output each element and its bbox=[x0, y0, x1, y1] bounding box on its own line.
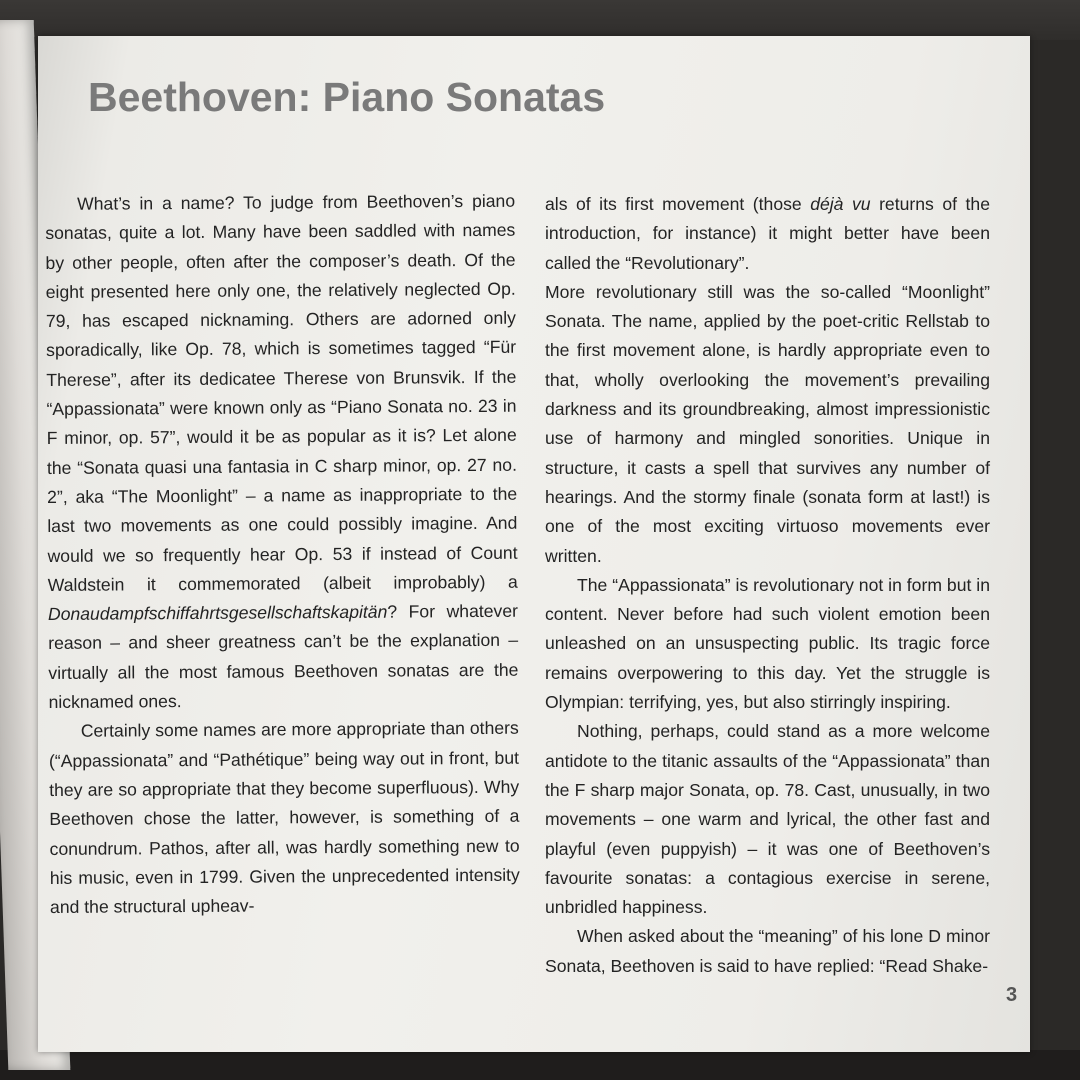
italic-phrase: déjà vu bbox=[810, 194, 871, 214]
background-bottom bbox=[0, 1050, 1080, 1080]
right-paragraph-1: als of its first movement (those déjà vu returns of the introduction, for instance) it might better have been called the “Revolutionary”. bbox=[545, 194, 990, 273]
italic-word: Donaudampfschiffahrtsgesellschaftskapitän bbox=[47, 601, 388, 625]
right-text-column bbox=[545, 190, 990, 981]
right-paragraph-4: Nothing, perhaps, could stand as a more welcome antidote to the titanic assaults of the “Appassionata” than the F sharp major Sonata, op. 78. Cast, unusually, in two movements – one warm and lyrical, the other fast and playful (even puppyish) – it was one of Beethoven’s favourite sonatas: a contagious exercise in serene, unbridled happiness. bbox=[545, 721, 990, 918]
left-text-column bbox=[45, 187, 520, 923]
right-paragraph-5: When asked about the “meaning” of his lone D minor Sonata, Beethoven is said to have replied: “Read Shake- bbox=[545, 926, 990, 976]
page-number: 3 bbox=[1006, 984, 1018, 1006]
right-paragraph-3: The “Appassionata” is revolutionary not in form but in content. Never before had such violent emotion been unleashed on an unsuspecting public. Its tragic force remains overpowering to this day. Yet the struggle is Olympian: terrifying, yes, but also stirringly inspiring. bbox=[545, 574, 990, 713]
left-paragraph-1: What’s in a name? To judge from Beethoven’s piano sonatas, quite a lot. Many have been saddled with names by other people, often after the composer’s death. Of the eight presented here only one, the relatively neglected Op. 79, has escaped nicknaming. Others are adorned only sporadically, like Op. 78, which is sometimes tagged “Für Therese”, after its dedicatee Therese von Brunsvik. If the “Appassionata” were known only as “Piano Sonata no. 23 in F minor, op. 57”, would it be as popular as it is? Let alone the “Sonata quasi una fantasia in C sharp minor, op. 27 no. 2”, aka “The Moonlight” – a name as inappropriate to the last two movements as one could possibly imagine. And would we so frequently hear Op. 53 if instead of Count Waldstein it commemorated (albeit improbably) a Donaudampfschiffahrtsgesellschaftskapitän? For whatever reason – and sheer greatness can’t be the explanation – virtually all the most famous Beethoven sonatas are the nicknamed ones. bbox=[45, 190, 519, 713]
left-paragraph-2: Certainly some names are more appropriate than others (“Appassionata” and “Pathétique” being way out in front, but they are so appropriate that they become superfluous). Why Beethoven chose the latter, however, is something of a conundrum. Pathos, after all, was hardly something new to his music, even in 1799. Given the unprecedented intensity and the structural upheav- bbox=[48, 718, 520, 918]
background-top bbox=[0, 0, 1080, 40]
right-paragraph-2: More revolutionary still was the so-called “Moonlight” Sonata. The name, applied by the poet-critic Rellstab to the first movement alone, is hardly appropriate even to that, wholly overlooking the movement’s prevailing darkness and its groundbreaking, almost impressionistic use of harmony and mingled sonorities. Unique in structure, it casts a spell that survives any number of hearings. And the stormy finale (sonata form at last!) is one of the most exciting virtuoso movements ever written. bbox=[545, 281, 990, 566]
page-title: Beethoven: Piano Sonatas bbox=[88, 74, 606, 120]
